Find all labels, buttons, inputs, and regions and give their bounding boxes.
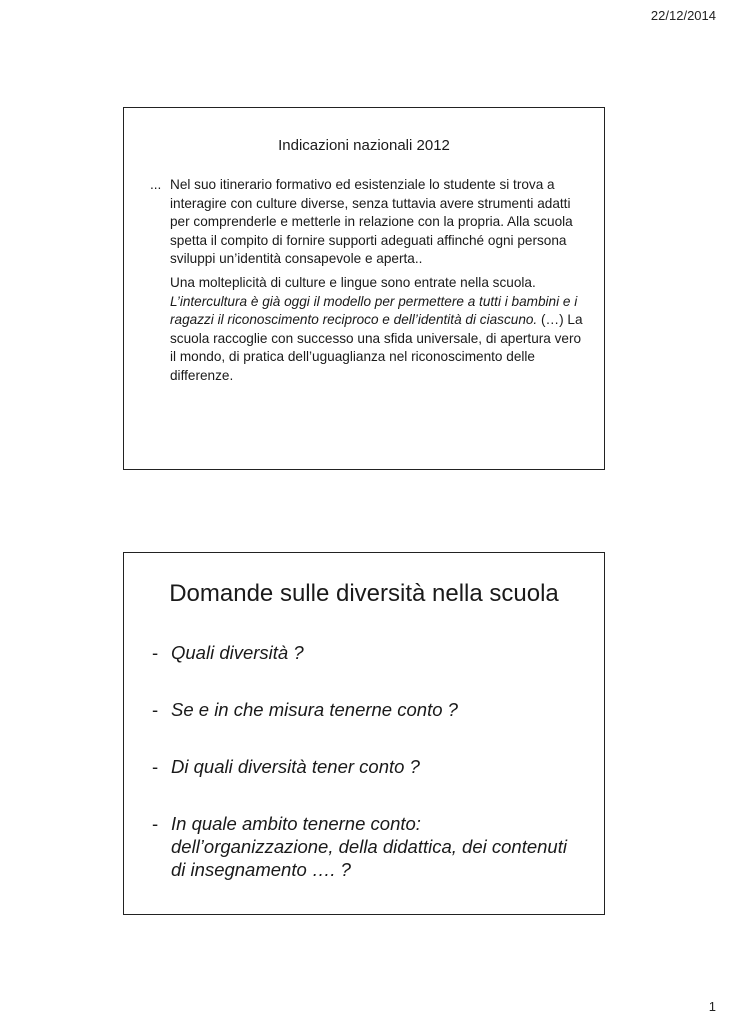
list-item <box>152 698 582 721</box>
slide-title: Domande sulle diversità nella scuola <box>169 580 559 607</box>
header-date: 22/12/2014 <box>650 8 716 23</box>
question-text: In quale ambito tenerne conto: dell’organizzazione, della didattica, dei contenuti di insegnamento …. ? <box>171 813 567 880</box>
slide-indicazioni-nazionali <box>123 107 605 470</box>
ellipsis-lead: ... <box>150 177 162 192</box>
paragraph-itinerario <box>150 176 588 269</box>
dash-bullet: - <box>152 699 159 720</box>
paragraph-molteplicita <box>150 274 588 386</box>
paragraph-text: Una molteplicità di culture e lingue sono entrate nella scuola. <box>170 274 536 290</box>
page-number: 1 <box>708 999 716 1014</box>
dash-bullet: - <box>152 813 159 834</box>
list-item <box>152 755 582 778</box>
question-text: Se e in che misura tenerne conto ? <box>171 699 458 720</box>
slide-domande-diversita <box>123 552 605 915</box>
list-item <box>152 812 582 881</box>
question-text: Quali diversità ? <box>171 642 304 663</box>
question-text: Di quali diversità tener conto ? <box>171 756 420 777</box>
dash-bullet: - <box>152 642 159 663</box>
list-item <box>152 641 582 664</box>
slide-title: Indicazioni nazionali 2012 <box>278 137 450 154</box>
dash-bullet: - <box>152 756 159 777</box>
question-list <box>152 641 582 915</box>
paragraph-text: Nel suo itinerario formativo ed esistenziale lo studente si trova a interagire con culture diverse, senza tuttavia avere strumenti adatti per comprenderle e metterle in relazione con la propria. Alla scuola spetta il compito di fornire supporti adeguati affinché ogni persona sviluppi un’identità consapevole e aperta.. <box>170 177 573 267</box>
paragraph-italic-quote: L’intercultura è già oggi il modello per permettere a tutti i bambini e i ragazzi il riconoscimento reciproco e dell’identità di ciascuno. <box>170 293 578 328</box>
slide-body <box>150 176 588 386</box>
paragraph-text: (…) La scuola raccoglie con successo una sfida universale, di apertura vero il mondo, di pratica dell’uguaglianza nel riconoscimento delle differenze. <box>170 312 583 383</box>
